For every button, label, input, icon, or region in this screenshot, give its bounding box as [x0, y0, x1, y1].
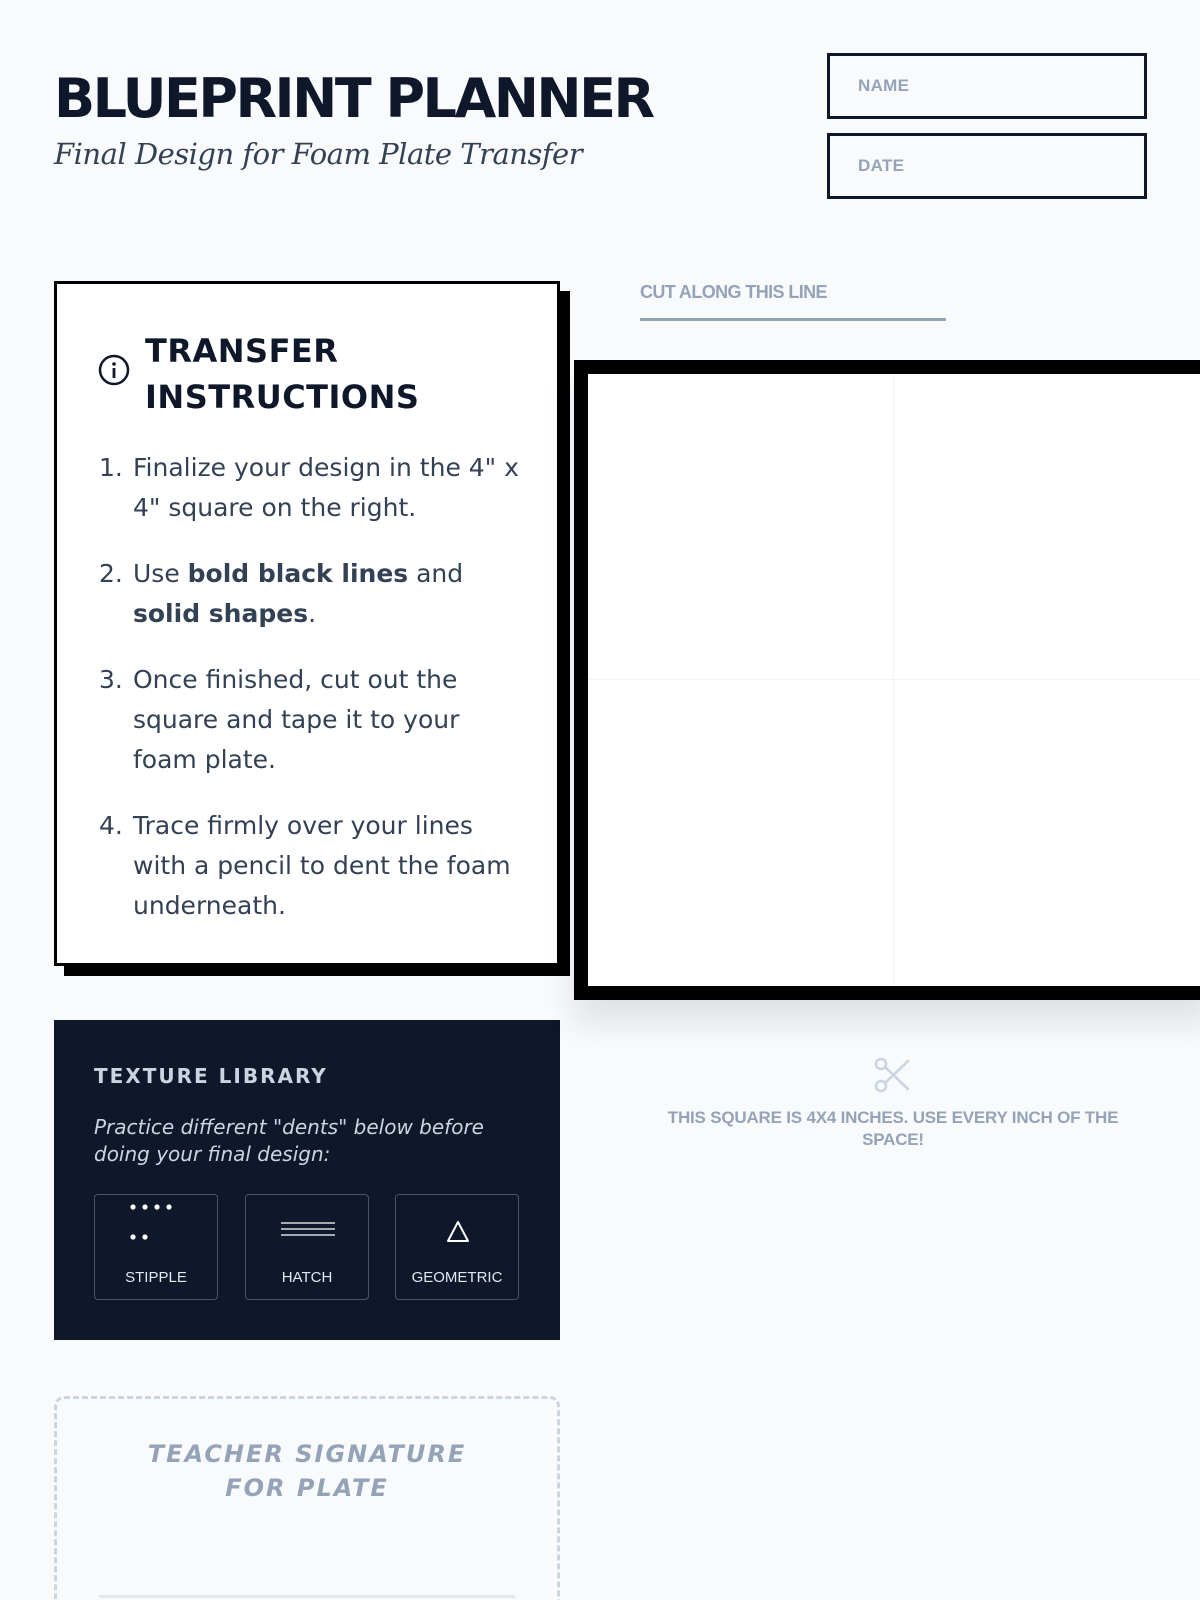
hatch-swatch[interactable] [245, 1194, 369, 1300]
step-text: Finalize your design in the 4" x 4" square on the right. [133, 453, 519, 522]
grid-guide-horizontal [588, 679, 1200, 680]
step-text: Use bold black lines and solid shapes. [133, 559, 464, 628]
signature-line [99, 1595, 515, 1598]
instructions-list [99, 448, 519, 952]
swatch-label: HATCH [281, 1269, 333, 1286]
instructions-header [97, 328, 419, 420]
texture-library-title: TEXTURE LIBRARY [94, 1064, 328, 1088]
grid-guide-vertical [893, 374, 894, 986]
step-number: 2. [99, 559, 123, 588]
page-title: BLUEPRINT PLANNER [54, 67, 653, 130]
geometric-swatch[interactable] [395, 1194, 519, 1300]
texture-library-panel [54, 1020, 560, 1340]
scissors-icon [872, 1055, 912, 1095]
cut-line-label: CUT ALONG THIS LINE [640, 282, 827, 302]
triangle-icon [396, 1195, 520, 1265]
instruction-step [99, 660, 519, 780]
swatch-label: STIPPLE [125, 1269, 187, 1286]
instruction-step [99, 806, 519, 926]
stipple-icon [95, 1195, 219, 1265]
cut-line [640, 318, 946, 321]
signature-label: TEACHER SIGNATURE FOR PLATE [147, 1440, 467, 1502]
step-number: 4. [99, 811, 123, 840]
transfer-instructions-card [54, 281, 560, 966]
instructions-title: TRANSFER INSTRUCTIONS [145, 332, 420, 416]
date-field-label: DATE [858, 156, 905, 175]
step-number: 1. [99, 453, 123, 482]
hatch-icon [246, 1195, 370, 1265]
name-field[interactable] [827, 53, 1147, 119]
step-text: Trace firmly over your lines with a pencil to dent the foam underneath. [133, 811, 511, 920]
page-subtitle: Final Design for Foam Plate Transfer [54, 137, 583, 171]
instruction-step [99, 554, 519, 634]
date-field[interactable] [827, 133, 1147, 199]
swatch-label: GEOMETRIC [411, 1269, 503, 1286]
name-field-label: NAME [858, 76, 910, 95]
design-square[interactable] [574, 360, 1200, 1000]
teacher-signature-box[interactable] [54, 1396, 560, 1600]
texture-library-description: Practice different "dents" below before doing your final design: [94, 1115, 484, 1166]
step-text: Once finished, cut out the square and tape it to your foam plate. [133, 665, 460, 774]
step-number: 3. [99, 665, 123, 694]
info-icon [97, 353, 131, 387]
square-size-note: THIS SQUARE IS 4X4 INCHES. USE EVERY INCH OF THE SPACE! [667, 1108, 1119, 1149]
stipple-swatch[interactable] [94, 1194, 218, 1300]
instruction-step [99, 448, 519, 528]
